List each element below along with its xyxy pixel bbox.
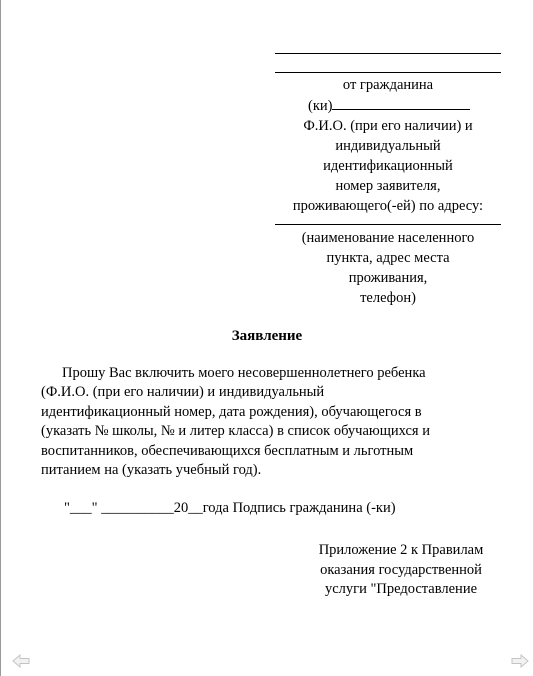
blank-line-2 <box>275 72 501 73</box>
address-line-3: проживания, <box>348 270 428 286</box>
appendix-note <box>296 541 506 600</box>
body-line-5: воспитанников, обеспечивающихся бесплатным и льготным <box>41 442 414 459</box>
header-line-individual: индивидуальный <box>335 138 441 154</box>
address-blank-line <box>275 224 501 225</box>
document-title: Заявление <box>231 328 303 344</box>
body-line-3: идентификационный номер, дата рождения), обучающегося в <box>41 403 422 420</box>
header-line-applicant-number: номер заявителя, <box>335 178 441 194</box>
name-blank-line <box>332 95 470 110</box>
header-line-from: от гражданина <box>342 77 434 93</box>
header-line-identification: идентификационный <box>323 158 453 174</box>
header-line-fio: Ф.И.О. (при его наличии) и <box>303 118 473 134</box>
applicant-header <box>275 75 501 216</box>
arrow-right-icon <box>511 654 529 668</box>
arrow-left-icon <box>12 654 30 668</box>
date-signature-line: "___" __________20__года Подпись гражданина (-ки) <box>64 500 396 516</box>
next-page-button[interactable] <box>511 654 529 668</box>
body-line-1: Прошу Вас включить моего несовершеннолетнего ребенка <box>62 365 426 381</box>
appendix-line-2: оказания государственной <box>320 561 482 578</box>
appendix-line-1: Приложение 2 к Правилам <box>318 542 484 558</box>
body-line-2: (Ф.И.О. (при его наличии) и индивидуальный <box>41 384 325 401</box>
body-line-4: (указать № школы, № и литер класса) в список обучающихся и <box>41 423 430 440</box>
address-caption <box>275 228 501 308</box>
address-line-1: (наименование населенного <box>301 230 475 246</box>
blank-line-1 <box>275 53 501 54</box>
header-line-residing: проживающего(-ей) по адресу: <box>292 198 484 214</box>
previous-page-button[interactable] <box>12 654 30 668</box>
appendix-line-3: услуги "Предоставление <box>324 581 478 597</box>
header-line-ki: (ки) <box>275 95 501 116</box>
address-line-2: пункта, адрес места <box>326 250 450 266</box>
application-body <box>41 364 481 480</box>
address-line-4: телефон) <box>360 290 416 306</box>
body-line-6: питанием на (указать учебный год). <box>41 462 262 479</box>
